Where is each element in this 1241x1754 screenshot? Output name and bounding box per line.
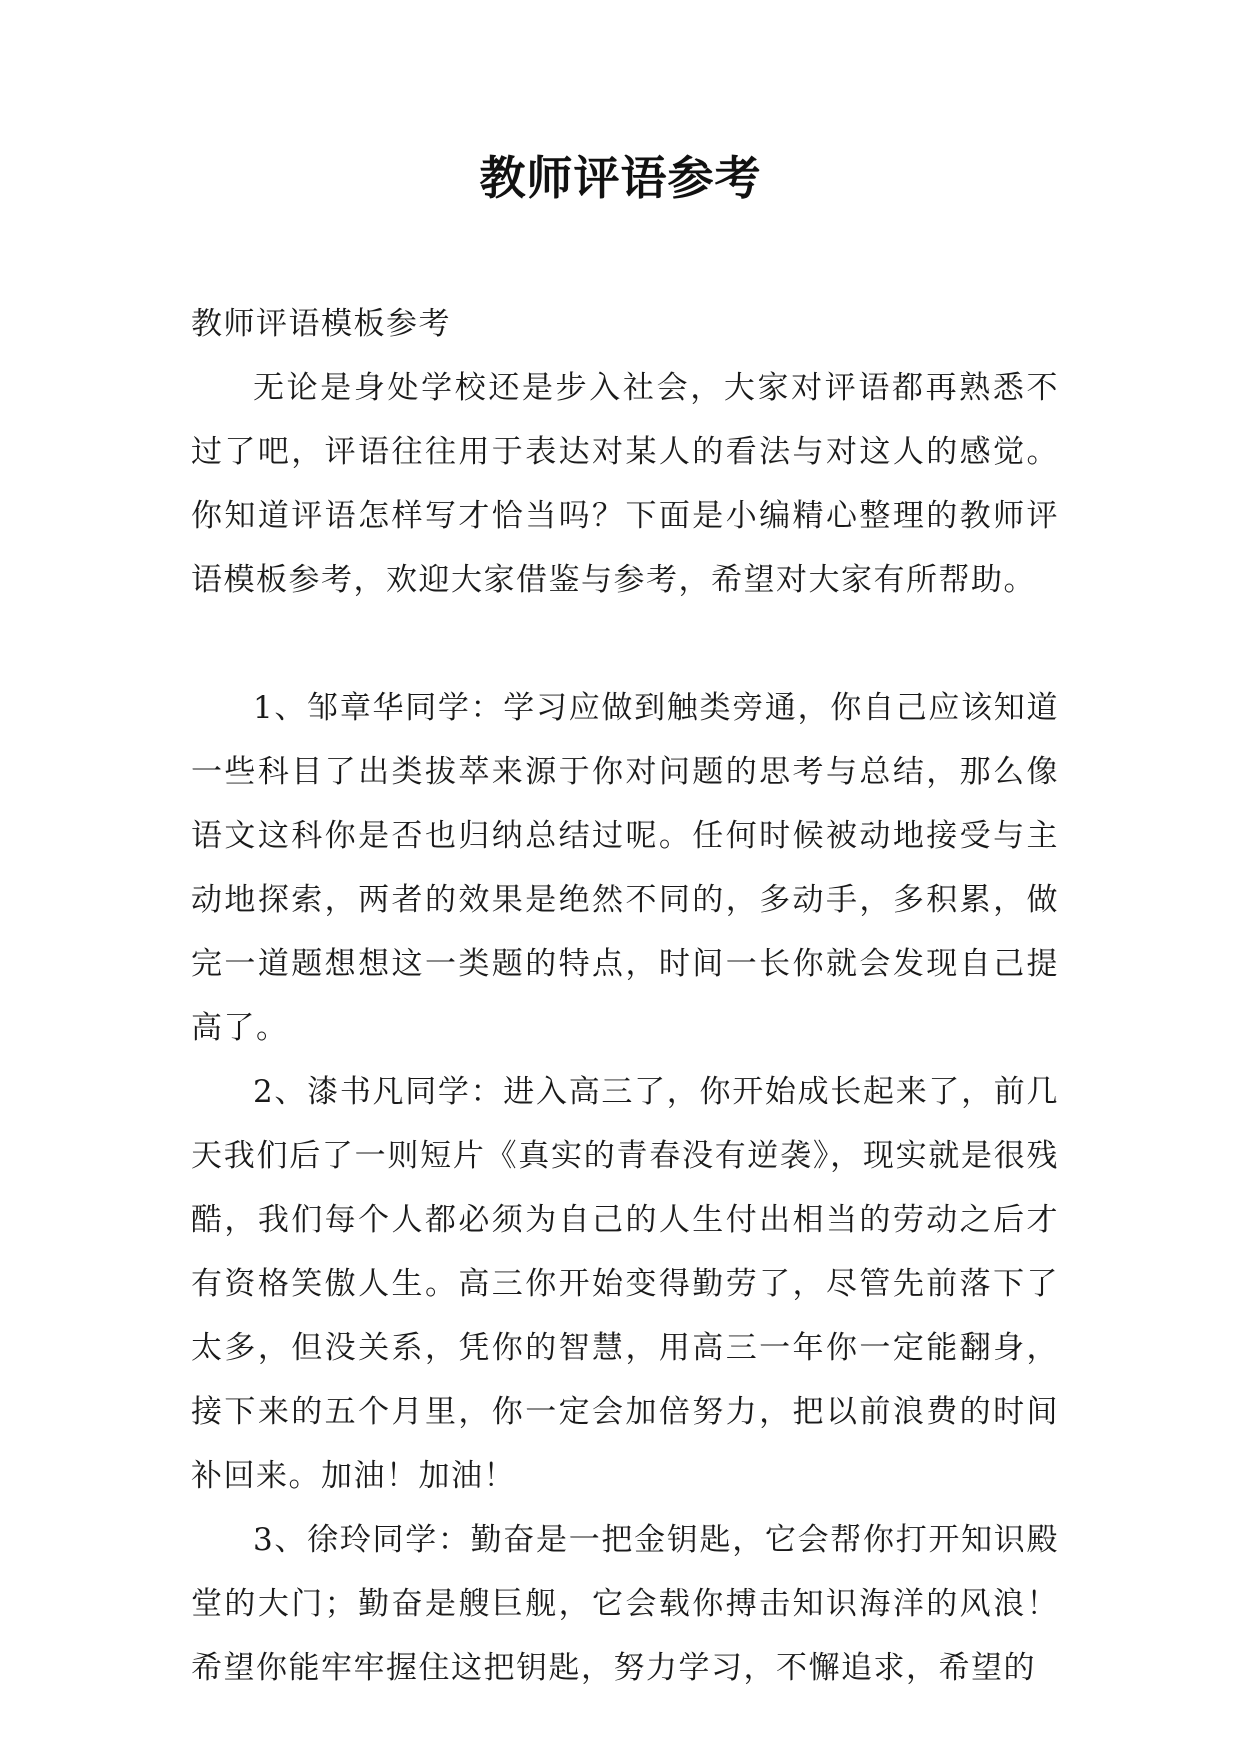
comment-paragraph-3: 3、徐玲同学：勤奋是一把金钥匙，它会帮你打开知识殿堂的大门；勤奋是艘巨舰，它会载你搏击知识海洋的风浪！希望你能牢牢握住这把钥匙，努力学习，不懈追求，希望的 <box>191 1522 1059 1686</box>
document-subtitle: 教师评语模板参考 <box>191 306 451 342</box>
document-body <box>191 292 1059 1700</box>
intro-paragraph: 无论是身处学校还是步入社会，大家对评语都再熟悉不过了吧，评语往往用于表达对某人的看法与对这人的感觉。你知道评语怎样写才恰当吗？下面是小编精心整理的教师评语模板参考，欢迎大家借鉴与参考，希望对大家有所帮助。 <box>191 370 1059 598</box>
paragraph-gap <box>191 612 1059 676</box>
comment-paragraph-1: 1、邹章华同学：学习应做到触类旁通，你自己应该知道一些科目了出类拔萃来源于你对问题的思考与总结，那么像语文这科你是否也归纳总结过呢。任何时候被动地接受与主动地探索，两者的效果是绝然不同的，多动手，多积累，做完一道题想想这一类题的特点，时间一长你就会发现自己提高了。 <box>191 690 1059 1046</box>
document-title: 教师评语参考 <box>479 151 762 205</box>
comment-paragraph-2: 2、漆书凡同学：进入高三了，你开始成长起来了，前几天我们后了一则短片《真实的青春没有逆袭》，现实就是很残酷，我们每个人都必须为自己的人生付出相当的劳动之后才有资格笑傲人生。高三你开始变得勤劳了，尽管先前落下了太多，但没关系，凭你的智慧，用高三一年你一定能翻身，接下来的五个月里，你一定会加倍努力，把以前浪费的时间补回来。加油！加油！ <box>191 1074 1059 1494</box>
